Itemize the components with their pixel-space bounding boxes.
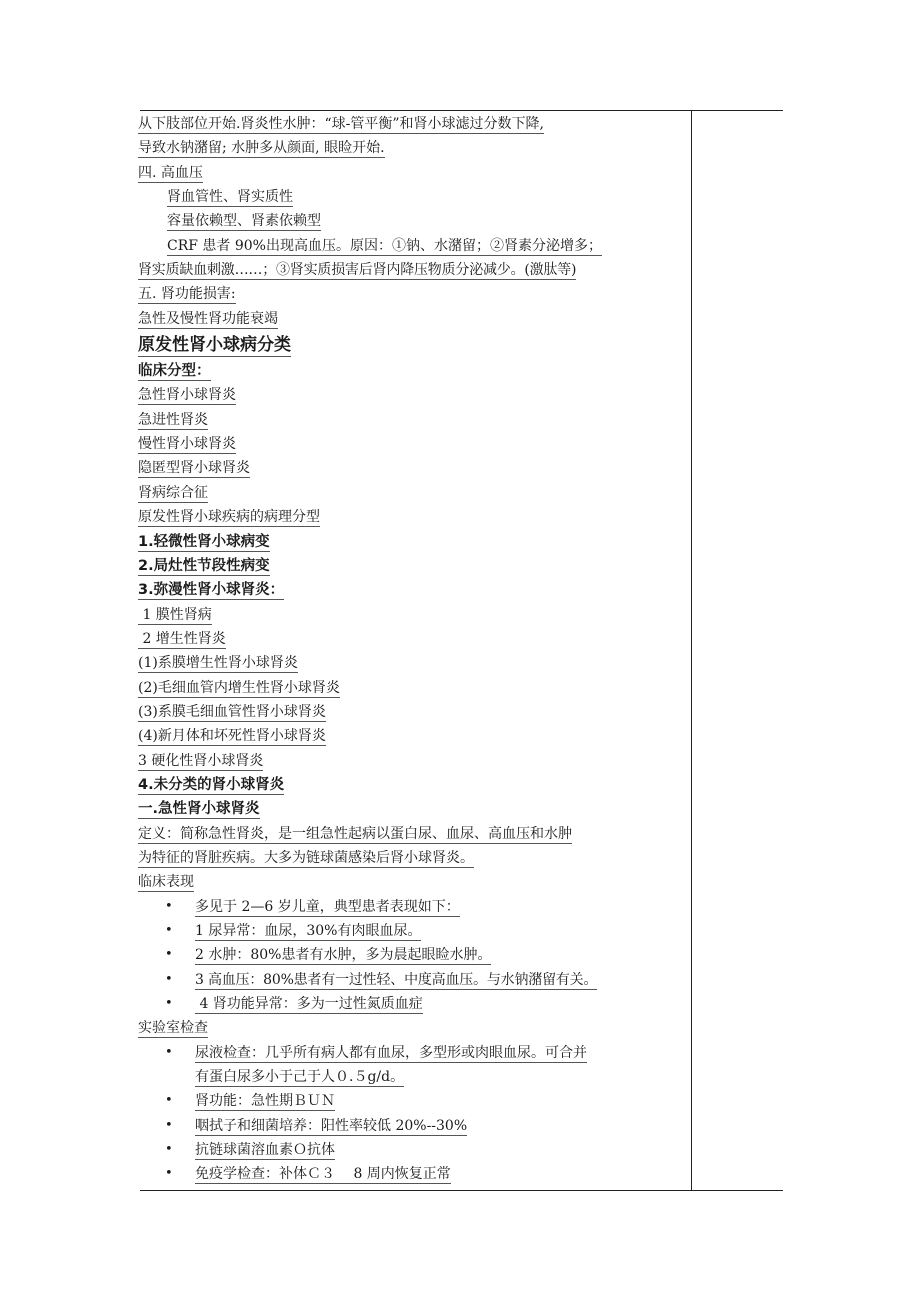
document-body [138, 112, 686, 1187]
bullet-icon: • [165, 898, 173, 914]
list-item: (2)毛细血管内增生性肾小球肾炎 [138, 679, 340, 696]
bullet-item: • 免疫学检查：补体Ｃ３ 8 周内恢复正常 [138, 1162, 686, 1186]
subheading: 2.局灶性节段性病变 [138, 557, 270, 574]
bullet-icon: • [165, 1166, 173, 1182]
text-line: 定义：简称急性肾炎，是一组急性起病以蛋白尿、血尿、高血压和水肿 [138, 825, 572, 842]
bullet-icon: • [165, 1117, 173, 1133]
bullet-icon: • [165, 923, 173, 938]
text-line: 为特征的肾脏疾病。大多为链球菌感染后肾小球肾炎。 [138, 849, 474, 866]
subheading: 3.弥漫性肾小球肾炎： [138, 582, 285, 599]
bullet-item: • 肾功能：急性期ＢＵＮ [138, 1089, 686, 1113]
text-line: 肾实质缺血刺激……；③肾实质损害后肾内降压物质分泌减少。(激肽等) [138, 262, 577, 279]
bullet-item: • 尿液检查：几乎所有病人都有血尿，多型形或肉眼血尿。可合并 [138, 1041, 686, 1065]
subheading-lab-tests: 实验室检查 [138, 1020, 208, 1037]
table-top-border [140, 110, 783, 111]
bullet-icon: • [165, 996, 173, 1012]
list-item: (3)系膜毛细血管性肾小球肾炎 [138, 703, 326, 720]
subheading: 1.轻微性肾小球病变 [138, 533, 270, 550]
list-item: 2 增生性肾炎 [138, 630, 226, 647]
bullet-icon: • [165, 1093, 173, 1109]
bullet-icon: • [165, 1142, 173, 1158]
section-heading-renal-damage: 五. 肾功能损害: [138, 286, 236, 303]
bullet-item: • 2 水肿：80%患者有水肿，多为晨起眼睑水肿。 [138, 943, 686, 967]
bullet-item: • 抗链球菌溶血素Ｏ抗体 [138, 1138, 686, 1162]
subheading-clinical-types: 临床分型： [138, 363, 211, 380]
subheading: 4.未分类的肾小球肾炎 [138, 776, 285, 793]
bullet-item: • 1 尿异常：血尿，30%有肉眼血尿。 [138, 919, 686, 943]
list-item: 急进性肾炎 [138, 411, 208, 428]
bullet-item: • 4 肾功能异常：多为一过性氮质血症 [138, 992, 686, 1016]
section-heading-hypertension: 四. 高血压 [138, 164, 203, 181]
bullet-item: • 3 高血压：80%患者有一过性轻、中度高血压。与水钠潴留有关。 [138, 968, 686, 992]
text-line: 肾血管性、肾实质性 [167, 189, 293, 206]
list-item: 1 膜性肾病 [138, 606, 212, 623]
text-line: 从下肢部位开始.肾炎性水肿：“球-管平衡”和肾小球滤过分数下降, [138, 116, 544, 132]
bullet-item: • 多见于 2—6 岁儿童，典型患者表现如下： [138, 895, 686, 919]
text-line: 原发性肾小球疾病的病理分型 [138, 509, 320, 526]
section-heading-acute-gn: 一.急性肾小球肾炎 [138, 801, 260, 818]
bullet-icon: • [165, 971, 173, 987]
text-line: 容量依赖型、肾素依赖型 [167, 213, 321, 230]
text-line: 导致水钠潴留; 水肿多从颜面, 眼睑开始. [138, 140, 385, 157]
table-bottom-border [140, 1190, 783, 1191]
table-column-divider [691, 110, 692, 1191]
bullet-icon: • [165, 1044, 173, 1060]
list-item: (4)新月体和坏死性肾小球肾炎 [138, 728, 326, 745]
list-item: 3 硬化性肾小球肾炎 [138, 752, 264, 769]
text-line: 急性及慢性肾功能衰竭 [138, 310, 278, 327]
list-item: 隐匿型肾小球肾炎 [138, 460, 250, 477]
page-title: 原发性肾小球病分类 [138, 335, 291, 356]
list-item: 肾病综合征 [138, 484, 208, 501]
list-item: (1)系膜增生性肾小球肾炎 [138, 655, 298, 672]
list-item: 急性肾小球肾炎 [138, 387, 236, 404]
subheading-clinical-manifestations: 临床表现 [138, 874, 194, 891]
list-item: 慢性肾小球肾炎 [138, 436, 236, 453]
bullet-item: • 咽拭子和细菌培养：阳性率较低 20%--30% [138, 1114, 686, 1138]
text-line: CRF 患者 90%出现高血压。原因：①钠、水潴留；②肾素分泌增多； [167, 237, 602, 254]
bullet-item-continuation: 有蛋白尿多小于己于人０.５g/d。 [195, 1069, 405, 1086]
bullet-icon: • [165, 947, 173, 963]
